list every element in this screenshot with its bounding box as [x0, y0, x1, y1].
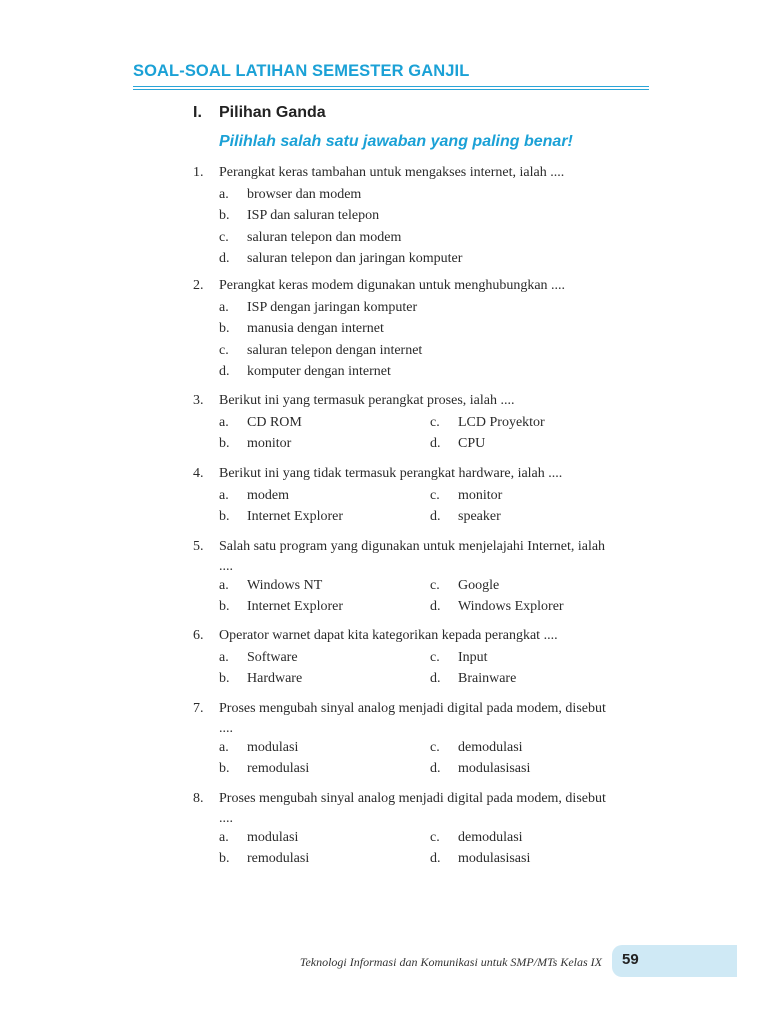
option-d: d. komputer dengan internet — [219, 364, 391, 379]
option-b: b. Internet Explorer — [219, 509, 344, 524]
option-b: b. remodulasi — [219, 761, 310, 776]
question-text: Proses mengubah sinyal analog menjadi digital pada modem, disebut — [219, 701, 606, 716]
question-6 — [193, 625, 663, 690]
question-2 — [193, 275, 663, 383]
option-b: b. monitor — [219, 436, 292, 451]
question-5 — [193, 536, 663, 618]
page-header-title: SOAL-SOAL LATIHAN SEMESTER GANJIL — [133, 62, 470, 80]
section-instruction: Pilihlah salah satu jawaban yang paling benar! — [219, 133, 573, 150]
option-d: d. saluran telepon dan jaringan komputer — [219, 251, 463, 266]
option-a: a. modulasi — [219, 739, 299, 755]
question-text: Proses mengubah sinyal analog menjadi digital pada modem, disebut — [219, 791, 606, 806]
section-title — [193, 104, 326, 122]
option-d: d. Brainware — [430, 671, 517, 686]
section-number: I. — [193, 104, 202, 121]
question-text-continued: .... — [219, 558, 233, 574]
question-number: 8. — [193, 791, 204, 806]
option-b: b. Internet Explorer — [219, 599, 344, 614]
question-3 — [193, 390, 663, 455]
option-c: c. demodulasi — [430, 739, 523, 755]
option-a: a. CD ROM — [219, 414, 302, 430]
question-text-continued: .... — [219, 810, 233, 826]
option-a: a. browser dan modem — [219, 186, 362, 202]
question-7 — [193, 698, 663, 780]
option-c: c. saluran telepon dan modem — [219, 229, 402, 245]
question-text: Salah satu program yang digunakan untuk menjelajahi Internet, ialah — [219, 539, 606, 554]
option-a: a. Software — [219, 649, 298, 665]
question-1 — [193, 162, 663, 270]
option-d: d. CPU — [430, 436, 486, 451]
question-8 — [193, 788, 663, 870]
question-text: Perangkat keras tambahan untuk mengakses internet, ialah .... — [219, 165, 565, 180]
option-a: a. modem — [219, 487, 289, 503]
section-title-text: Pilihan Ganda — [219, 104, 326, 121]
question-text: Operator warnet dapat kita kategorikan kepada perangkat .... — [219, 628, 558, 643]
option-c: c. Input — [430, 649, 488, 665]
option-b: b. Hardware — [219, 671, 303, 686]
question-number: 2. — [193, 278, 204, 293]
option-d: d. speaker — [430, 509, 501, 524]
question-number: 1. — [193, 165, 204, 180]
question-number: 4. — [193, 466, 204, 481]
question-text: Berikut ini yang termasuk perangkat proses, ialah .... — [219, 393, 515, 408]
option-c: c. Google — [430, 577, 500, 593]
option-a: a. ISP dengan jaringan komputer — [219, 299, 418, 315]
option-b: b. remodulasi — [219, 851, 310, 866]
question-number: 5. — [193, 539, 204, 554]
question-text: Perangkat keras modem digunakan untuk menghubungkan .... — [219, 278, 566, 293]
option-a: a. Windows NT — [219, 577, 323, 593]
question-number: 7. — [193, 701, 204, 716]
option-c: c. demodulasi — [430, 829, 523, 845]
header-rule-bottom — [133, 89, 649, 90]
header-rule-top — [133, 86, 649, 87]
option-b: b. ISP dan saluran telepon — [219, 208, 380, 223]
option-d: d. modulasisasi — [430, 761, 531, 776]
option-c: c. monitor — [430, 487, 503, 503]
footer-book-title: Teknologi Informasi dan Komunikasi untuk SMP/MTs Kelas IX — [299, 955, 602, 969]
question-text: Berikut ini yang tidak termasuk perangkat hardware, ialah .... — [219, 466, 563, 481]
option-c: c. saluran telepon dengan internet — [219, 342, 423, 358]
page-number: 59 — [622, 951, 639, 968]
option-b: b. manusia dengan internet — [219, 321, 384, 336]
option-d: d. modulasisasi — [430, 851, 531, 866]
option-c: c. LCD Proyektor — [430, 414, 545, 430]
question-number: 3. — [193, 393, 204, 408]
option-d: d. Windows Explorer — [430, 599, 564, 614]
question-4 — [193, 463, 663, 528]
question-number: 6. — [193, 628, 204, 643]
option-a: a. modulasi — [219, 829, 299, 845]
question-text-continued: .... — [219, 720, 233, 736]
